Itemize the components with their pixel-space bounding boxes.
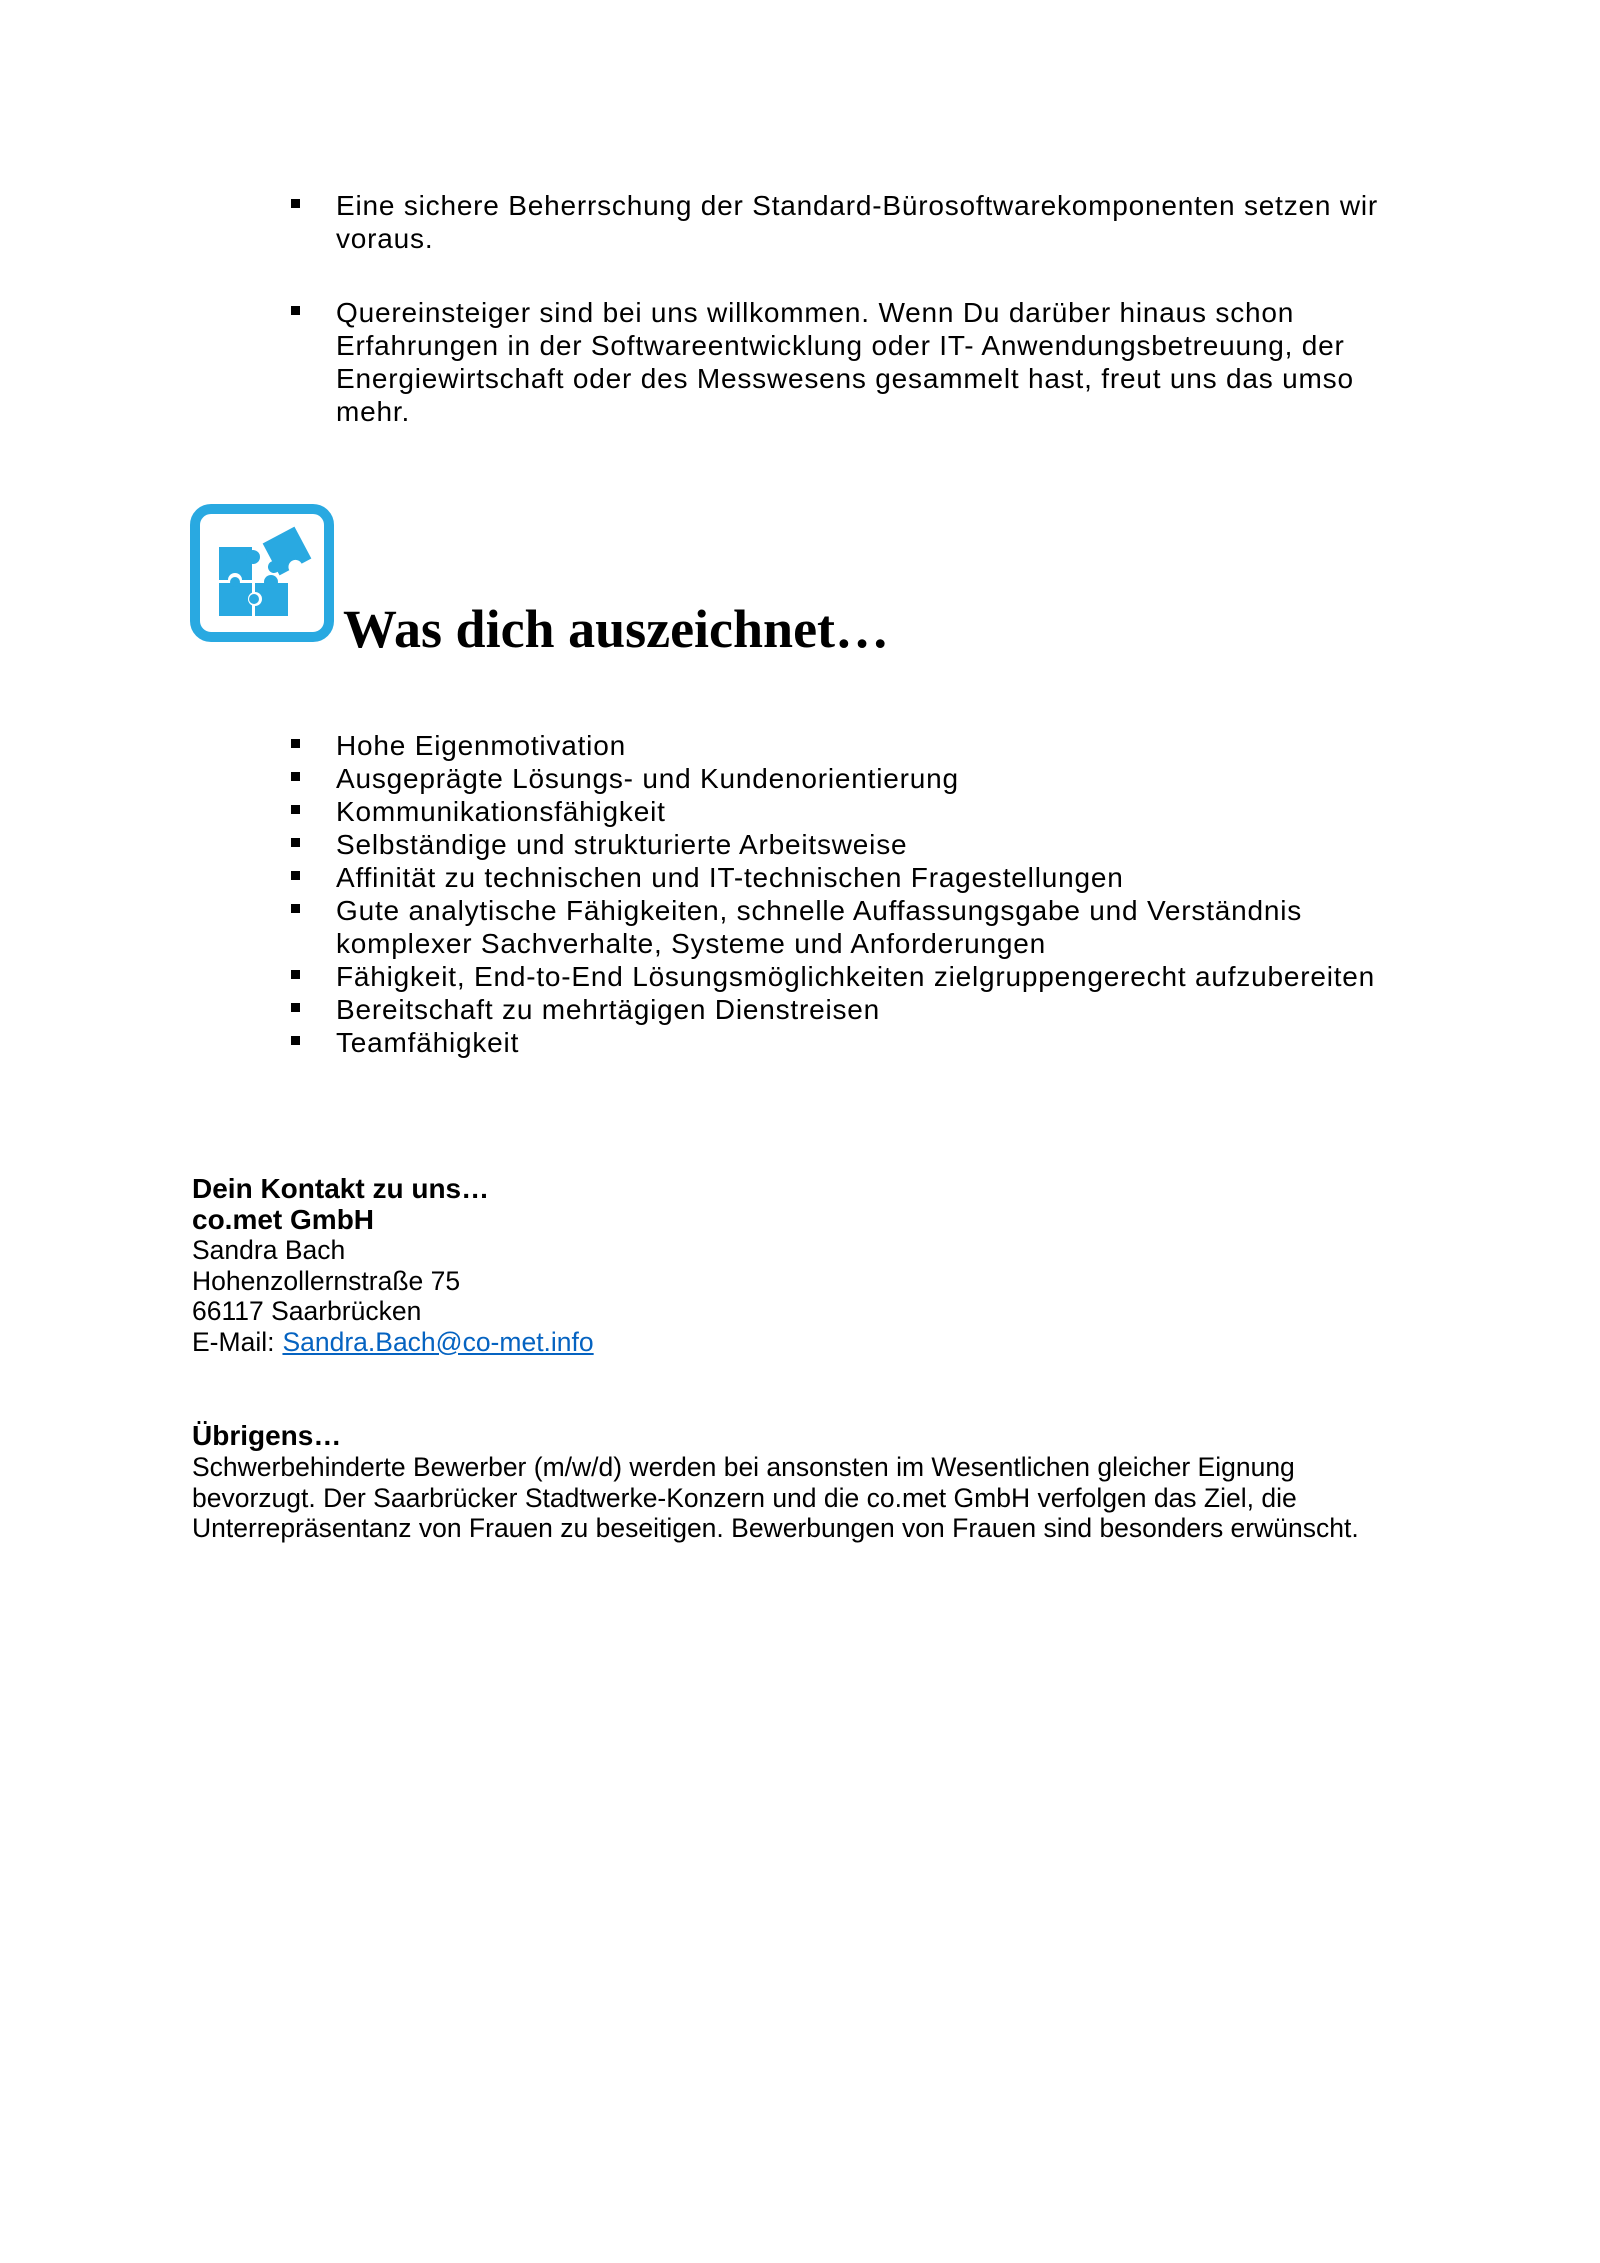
square-bullet-icon	[291, 1003, 300, 1012]
contact-company: co.met GmbH	[192, 1203, 375, 1235]
section-title: Was dich auszeichnet…	[343, 599, 890, 659]
square-bullet-icon	[291, 306, 300, 315]
list-item-text: Bereitschaft zu mehrtägigen Dienstreisen	[336, 994, 881, 1025]
list-item	[290, 861, 1391, 894]
note-body: Schwerbehinderte Bewerber (m/w/d) werden bei ansonsten im Wesentlichen gleicher Eignung bevorzugt. Der Saarbrücker Stadtwerke-Konzern und die co.met GmbH verfolgen das Ziel, die Unterrepräsentanz von Frauen zu beseitigen. Bewerbungen von Frauen sind besonders erwünscht.	[192, 1452, 1359, 1543]
list-item-text: Hohe Eigenmotivation	[336, 730, 626, 761]
contact-city: 66117 Saarbrücken	[192, 1296, 422, 1326]
contact-street: Hohenzollernstraße 75	[192, 1265, 461, 1296]
email-label: E-Mail:	[192, 1326, 275, 1357]
list-item	[290, 828, 1391, 861]
contact-block	[192, 1174, 594, 1357]
square-bullet-icon	[291, 805, 300, 814]
list-item	[290, 960, 1391, 993]
square-bullet-icon	[291, 739, 300, 748]
square-bullet-icon	[291, 772, 300, 781]
list-item	[290, 795, 1391, 828]
email-link[interactable]: Sandra.Bach@co-met.info	[282, 1326, 594, 1357]
contact-person: Sandra Bach	[192, 1235, 346, 1265]
list-item-text: Selbständige und strukturierte Arbeitsweise	[336, 829, 908, 860]
contact-email-line	[192, 1327, 594, 1358]
list-item	[290, 729, 1391, 762]
list-item-text: Kommunikationsfähigkeit	[336, 796, 666, 827]
list-item	[290, 762, 1391, 795]
square-bullet-icon	[291, 1036, 300, 1045]
note-heading: Übrigens…	[192, 1420, 342, 1451]
square-bullet-icon	[291, 838, 300, 847]
contact-heading: Dein Kontakt zu uns…	[192, 1173, 490, 1204]
list-item-text: Eine sichere Beherrschung der Standard-Bürosoftwarekomponenten setzen wir voraus.	[336, 190, 1379, 254]
list-item	[290, 894, 1391, 960]
square-bullet-icon	[291, 199, 300, 208]
list-item	[290, 189, 1391, 255]
note-block	[192, 1419, 1397, 1544]
list-item-text: Teamfähigkeit	[336, 1027, 520, 1058]
puzzle-icon	[189, 503, 335, 643]
list-item-text: Affinität zu technischen und IT-technischen Fragestellungen	[336, 862, 1124, 893]
qualities-bullet-list	[290, 729, 1391, 1059]
list-item	[290, 1026, 1391, 1059]
list-item-text: Ausgeprägte Lösungs- und Kundenorientierung	[336, 763, 959, 794]
list-item	[290, 296, 1391, 428]
list-item	[290, 993, 1391, 1026]
list-item-text: Quereinsteiger sind bei uns willkommen. Wenn Du darüber hinaus schon Erfahrungen in der Softwareentwicklung oder IT- Anwendungsbetreuung, der Energiewirtschaft oder des Messwesens gesammelt hast, freut uns das umso mehr.	[336, 297, 1354, 427]
list-item-text: Gute analytische Fähigkeiten, schnelle Auffassungsgabe und Verständnis komplexer Sachverhalte, Systeme und Anforderungen	[336, 895, 1303, 959]
list-item-text: Fähigkeit, End-to-End Lösungsmöglichkeiten zielgruppengerecht aufzubereiten	[336, 961, 1376, 992]
intro-bullet-list	[290, 189, 1391, 428]
square-bullet-icon	[291, 904, 300, 913]
square-bullet-icon	[291, 871, 300, 880]
square-bullet-icon	[291, 970, 300, 979]
